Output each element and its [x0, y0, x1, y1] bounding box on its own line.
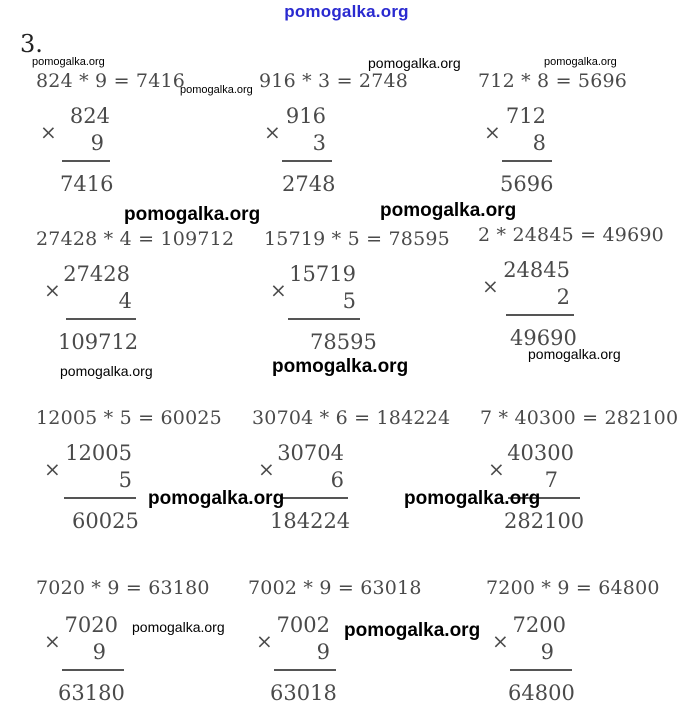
underline [506, 314, 574, 316]
equation: 7020 * 9 = 63180 [36, 577, 210, 599]
multiplier: 6 [330, 468, 344, 492]
watermark: pomogalka.org [124, 204, 261, 225]
multiplicand: 7200 [512, 613, 566, 637]
column-multiplication [256, 613, 336, 713]
multiplier: 8 [532, 131, 546, 155]
task-number: 3. [20, 30, 43, 58]
watermark: pomogalka.org [404, 488, 541, 509]
column-multiplication [44, 441, 139, 541]
equation: 7002 * 9 = 63018 [248, 577, 422, 599]
equation: 712 * 8 = 5696 [478, 70, 628, 92]
multiply-sign: × [484, 120, 501, 144]
multiplicand: 15719 [289, 262, 356, 286]
multiplier: 5 [118, 468, 132, 492]
multiplier: 3 [312, 131, 326, 155]
product: 184224 [270, 509, 351, 533]
product: 78595 [310, 330, 377, 354]
header-watermark: pomogalka.org [284, 2, 409, 21]
multiply-sign: × [44, 278, 61, 302]
underline [64, 497, 136, 499]
multiplicand: 12005 [65, 441, 132, 465]
multiplicand: 916 [285, 104, 326, 128]
underline [62, 669, 124, 671]
multiply-sign: × [40, 120, 57, 144]
multiply-sign: × [492, 629, 509, 653]
column-multiplication [40, 104, 114, 204]
multiply-sign: × [44, 629, 61, 653]
multiplicand: 27428 [63, 262, 130, 286]
equation: 12005 * 5 = 60025 [36, 407, 222, 429]
product: 5696 [500, 172, 554, 196]
underline [502, 160, 552, 162]
multiplicand: 712 [505, 104, 546, 128]
equation: 824 * 9 = 7416 [36, 70, 186, 92]
watermark: pomogalka.org [344, 620, 481, 641]
multiplier: 2 [556, 285, 570, 309]
multiply-sign: × [488, 457, 505, 481]
underline [66, 318, 136, 320]
watermark: pomogalka.org [60, 363, 153, 379]
watermark: pomogalka.org [272, 356, 409, 377]
multiplicand: 824 [69, 104, 110, 128]
underline [62, 160, 110, 162]
equation: 7 * 40300 = 282100 [480, 407, 679, 429]
underline [280, 497, 348, 499]
column-multiplication [270, 262, 377, 362]
multiply-sign: × [256, 629, 273, 653]
product: 63018 [270, 681, 337, 705]
multiplier: 9 [316, 640, 330, 664]
watermark: pomogalka.org [368, 55, 461, 71]
column-multiplication [44, 613, 124, 713]
multiply-sign: × [264, 120, 281, 144]
multiply-sign: × [270, 278, 287, 302]
watermark: pomogalka.org [380, 200, 517, 221]
product: 2748 [282, 172, 336, 196]
equation: 27428 * 4 = 109712 [36, 228, 235, 250]
underline [274, 669, 336, 671]
multiplier: 4 [118, 289, 132, 313]
column-multiplication [264, 104, 334, 204]
column-multiplication [484, 104, 554, 204]
watermark: pomogalka.org [148, 488, 285, 509]
underline [510, 669, 572, 671]
product: 282100 [504, 509, 585, 533]
watermark: pomogalka.org [180, 84, 253, 96]
equation: 916 * 3 = 2748 [259, 70, 409, 92]
column-multiplication [44, 262, 139, 362]
equation: 7200 * 9 = 64800 [486, 577, 660, 599]
multiplier: 5 [342, 289, 356, 313]
product: 63180 [58, 681, 125, 705]
multiplicand: 30704 [277, 441, 344, 465]
underline [282, 160, 332, 162]
multiply-sign: × [44, 457, 61, 481]
watermark: pomogalka.org [32, 56, 105, 68]
watermark: pomogalka.org [528, 346, 621, 362]
product: 109712 [58, 330, 139, 354]
column-multiplication [482, 258, 577, 358]
column-multiplication [492, 613, 575, 713]
equation: 2 * 24845 = 49690 [478, 224, 664, 246]
watermark: pomogalka.org [544, 56, 617, 68]
multiplicand: 24845 [503, 258, 570, 282]
multiplier: 7 [544, 468, 558, 492]
multiply-sign: × [258, 457, 275, 481]
product: 49690 [510, 326, 577, 350]
product: 7416 [60, 172, 114, 196]
multiplicand: 7020 [64, 613, 118, 637]
equation: 30704 * 6 = 184224 [252, 407, 451, 429]
multiplier: 9 [90, 131, 104, 155]
multiplicand: 7002 [276, 613, 330, 637]
multiplier: 9 [92, 640, 106, 664]
product: 64800 [508, 681, 575, 705]
multiplicand: 40300 [507, 441, 574, 465]
watermark: pomogalka.org [132, 619, 225, 635]
underline [288, 318, 360, 320]
multiplier: 9 [540, 640, 554, 664]
product: 60025 [72, 509, 139, 533]
equation: 15719 * 5 = 78595 [264, 228, 450, 250]
multiply-sign: × [482, 274, 499, 298]
